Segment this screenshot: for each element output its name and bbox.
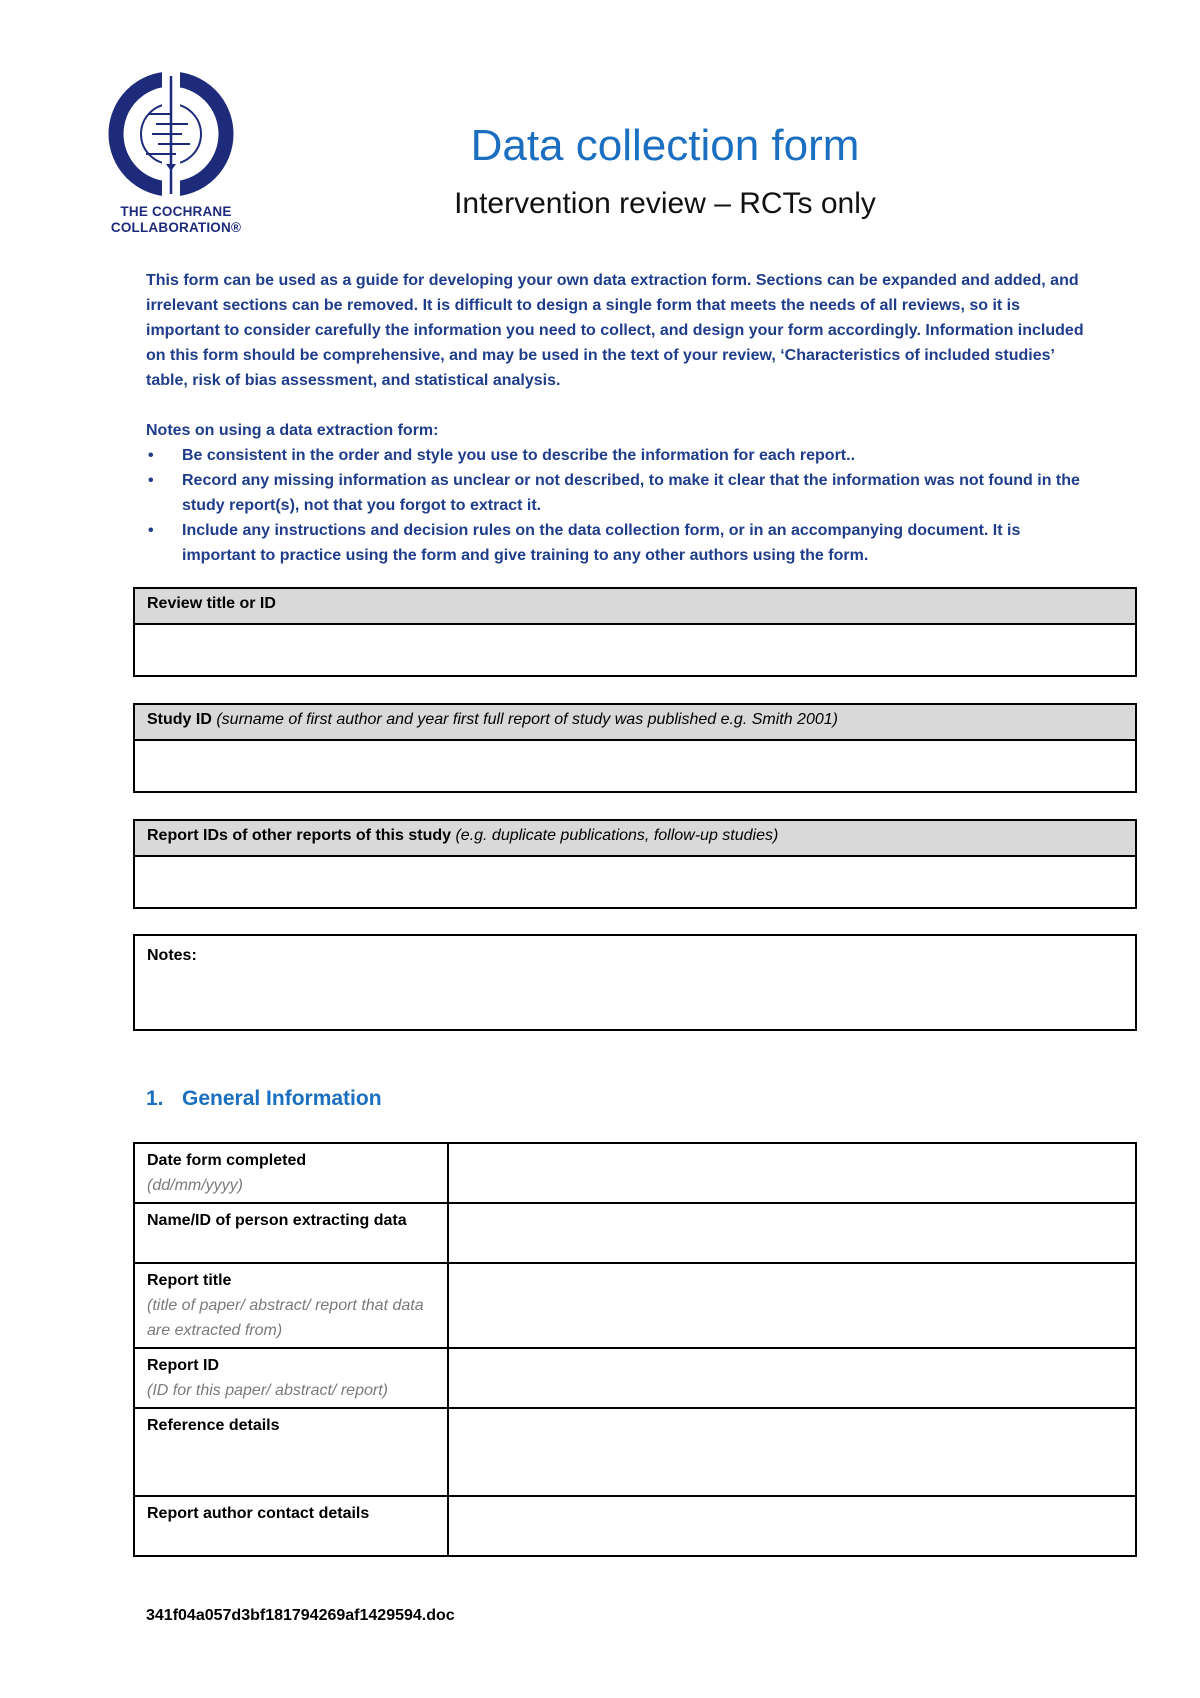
logo-text	[96, 204, 256, 236]
report-ids-box	[133, 819, 1137, 909]
section-title: General Information	[182, 1087, 382, 1110]
table-row	[134, 1263, 1136, 1348]
row-label-cell	[134, 1203, 448, 1263]
table-row	[134, 1143, 1136, 1203]
list-item	[146, 443, 1086, 468]
report-id-field[interactable]	[448, 1348, 1136, 1408]
row-hint: (title of paper/ abstract/ report that data are extracted from)	[147, 1297, 424, 1339]
intro-paragraph: This form can be used as a guide for developing your own data extraction form. Sections can be expanded and added, and irrelevant sections can be removed. It is difficult to design a single form that meets the needs of all reviews, so it is important to consider carefully the information you need to collect, and design your form accordingly. Information included on this form should be comprehensive, and may be used in the text of your review, ‘Characteristics of included studies’ table, risk of bias assessment, and statistical analysis.	[146, 272, 1084, 389]
notes-bullet-list	[146, 443, 1086, 568]
table-row	[134, 1496, 1136, 1556]
row-label: Name/ID of person extracting data	[147, 1212, 407, 1229]
review-title-box	[133, 587, 1137, 677]
report-ids-label	[135, 821, 1135, 857]
row-label: Report title	[147, 1272, 232, 1289]
general-information-table	[133, 1142, 1137, 1557]
bullet-icon: •	[148, 522, 154, 539]
extractor-name-field[interactable]	[448, 1203, 1136, 1263]
section-number: 1.	[146, 1087, 164, 1110]
report-ids-field[interactable]	[135, 857, 1135, 907]
row-label-cell	[134, 1143, 448, 1203]
notes-heading: Notes on using a data extraction form:	[146, 422, 439, 439]
reference-details-field[interactable]	[448, 1408, 1136, 1496]
list-item	[146, 468, 1086, 518]
report-title-field[interactable]	[448, 1263, 1136, 1348]
study-id-label	[135, 705, 1135, 741]
review-title-label	[135, 589, 1135, 625]
report-ids-label-text: Report IDs of other reports of this study	[147, 827, 452, 844]
study-id-label-text: Study ID	[147, 711, 212, 728]
footer-filename: 341f04a057d3bf181794269af1429594.doc	[146, 1607, 455, 1624]
logo-line-2: COLLABORATION®	[110, 220, 242, 235]
page-subtitle: Intervention review – RCTs only	[454, 187, 876, 220]
notes-label: Notes:	[147, 947, 197, 964]
logo-line-1: THE COCHRANE	[120, 204, 232, 219]
row-label-cell	[134, 1408, 448, 1496]
table-row	[134, 1348, 1136, 1408]
row-label-cell	[134, 1496, 448, 1556]
row-label-cell	[134, 1263, 448, 1348]
page-title: Data collection form	[470, 121, 860, 170]
report-ids-hint: (e.g. duplicate publications, follow-up studies)	[455, 827, 779, 844]
table-row	[134, 1203, 1136, 1263]
row-hint: (dd/mm/yyyy)	[147, 1177, 243, 1194]
study-id-box	[133, 703, 1137, 793]
bullet-icon: •	[148, 472, 154, 489]
row-label: Report author contact details	[147, 1505, 370, 1522]
review-title-label-text: Review title or ID	[147, 595, 276, 612]
study-id-hint: (surname of first author and year first full report of study was published e.g. Smith 2001)	[216, 711, 838, 728]
date-form-completed-field[interactable]	[448, 1143, 1136, 1203]
row-label-cell	[134, 1348, 448, 1408]
row-label: Date form completed	[147, 1152, 307, 1169]
bullet-text: Include any instructions and decision rules on the data collection form, or in an accompanying document. It is important to practice using the form and give training to any other authors using the form.	[182, 522, 1021, 564]
list-item	[146, 518, 1086, 568]
bullet-icon: •	[148, 447, 154, 464]
bullet-text: Be consistent in the order and style you use to describe the information for each report..	[182, 447, 856, 464]
bullet-text: Record any missing information as unclear or not described, to make it clear that the information was not found in the study report(s), not that you forgot to extract it.	[182, 472, 1080, 514]
notes-box[interactable]	[133, 934, 1137, 1031]
row-label: Report ID	[147, 1357, 219, 1374]
table-row	[134, 1408, 1136, 1496]
study-id-field[interactable]	[135, 741, 1135, 791]
row-label: Reference details	[147, 1417, 280, 1434]
row-hint: (ID for this paper/ abstract/ report)	[147, 1382, 388, 1399]
author-contact-field[interactable]	[448, 1496, 1136, 1556]
section-heading-general-information	[146, 1085, 382, 1113]
review-title-field[interactable]	[135, 625, 1135, 675]
